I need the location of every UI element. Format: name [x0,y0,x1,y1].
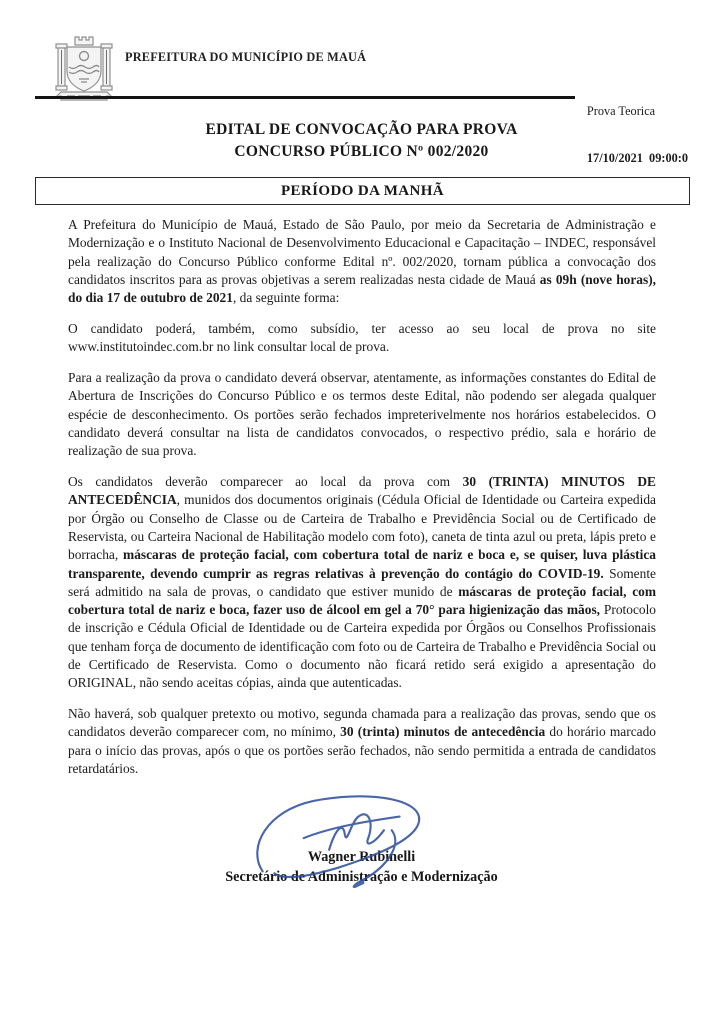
paragraph-exam-info [68,369,656,460]
header-rule [35,96,575,99]
text-run: do horário marcado para o início das provas, após o que os portões serão fechados, não sendo permitida a entrada de candidatos retardatários. [68,724,656,777]
text-run: Protocolo de inscrição e Cédula Oficial de Identidade ou de Carteira expedida por Órgãos ou Conselhos Profissionais que tenham força de documento de identificação com foto ou de Carteira de Trabalho e Previdência Social ou de Certificado de Reservista. Como o documento não ficará retido será exigido a apresentação do ORIGINAL, não sendo aceitas cópias, ainda que autenticadas. [68,602,656,691]
paragraph-site-access [68,320,656,357]
title-line1: EDITAL DE CONVOCAÇÃO PARA PROVA [205,121,518,138]
title-line2: CONCURSO PÚBLICO Nº 002/2020 [234,142,489,160]
text-run: , da seguinte forma: [232,290,340,306]
text-run: O candidato poderá, também, como subsídio, ter acesso ao seu local de prova no site www.institutoindec.com.br no link consultar local de prova. [68,320,656,355]
header-meta [587,73,688,197]
exam-type-label: Prova Teorica [586,104,656,118]
text-run-bold: 30 (TRINTA) MINUTOS DE ANTECEDÊNCIA [68,474,656,508]
text-run-bold: 30 (trinta) minutos de antecedência [340,724,546,740]
text-run: Os candidatos deverão comparecer ao local da prova com [68,474,463,490]
document-body [68,216,656,778]
text-run: A Prefeitura do Município de Mauá, Estado de São Paulo, por meio da Secretaria de Administração e Modernização e o Instituto Nacional de Desenvolvimento Educacional e Capacitação – INDEC, responsável pela realização do Concurso Público conforme Edital nº. 002/2020, tornam pública a convocação dos candidatos inscritos para as provas objetivas a serem realizadas nesta cidade de Mauá [68,217,656,287]
org-name: PREFEITURA DO MUNICÍPIO DE MAUÁ [125,50,367,64]
signatory-role: Secretário de Administração e Modernização [225,868,498,885]
text-run: , munidos dos documentos originais (Cédula Oficial de Identidade ou Carteira expedida por Órgão ou Conselho de Classe ou de Carteira de Trabalho e Previdência Social ou de Certificado de Reservista, ou Carteira Nacional de Habilitação modelo com foto), caneta de tinta azul ou preta, lápis preto e borracha, [68,492,656,563]
text-run-bold: as 09h (nove horas), do dia 17 de outubro de 2021 [68,271,656,306]
text-run: Para a realização da prova o candidato deverá observar, atentamente, as informações constantes do Edital de Abertura de Inscrições do Concurso Público e os termos deste Edital, não podendo ser alegada qualquer espécie de desconhecimento. Os portões serão fechados impreterivelmente nos horários estabelecidos. O candidato deverá consultar na lista de candidatos convocados, o respectivo prédio, sala e horário de realização de sua prova. [68,370,656,459]
signature-block [0,791,723,901]
text-run-bold: máscaras de proteção facial, com cobertura total de nariz e boca e, se quiser, luva plástica transparente, devendo cumprir as regras relativas à prevenção do contágio do COVID-19. [68,547,657,581]
signatory-name: Wagner Rubinelli [307,848,416,865]
text-run: Somente será admitido na sala de provas, o candidato que estiver munido de [68,565,656,599]
text-run: Não haverá, sob qualquer pretexto ou motivo, segunda chamada para a realização das provas, sendo que os candidatos deverão comparecer com, no mínimo, [68,706,656,740]
paragraph-opening [68,216,656,307]
text-run-bold: máscaras de proteção facial, com cobertura total de nariz e boca, fazer uso de álcool em gel a 70° para higienização das mãos, [68,583,656,618]
coat-of-arms-icon [53,33,115,105]
paragraph-no-second-call [68,705,656,778]
paragraph-arrival-requirements [68,473,656,693]
exam-datetime: 17/10/2021 09:00:0 [586,150,688,165]
period-banner: PERÍODO DA MANHÃ [35,177,690,205]
